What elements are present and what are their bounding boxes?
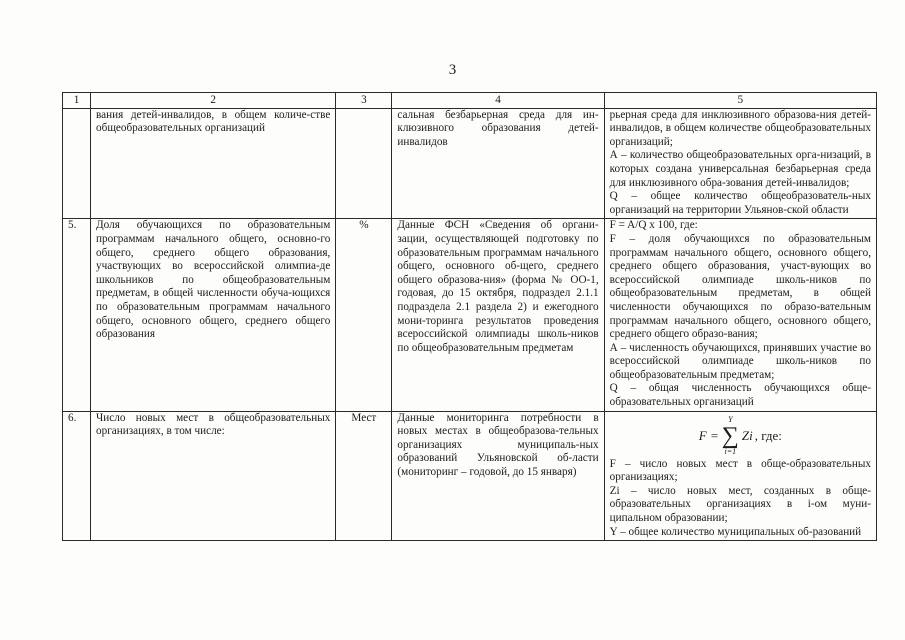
sum-upper-limit: Y	[728, 414, 733, 424]
row-number: 5.	[63, 219, 91, 411]
sum-lower-limit: i=1	[724, 446, 737, 456]
data-source: сальная безбарьерная среда для ин-клюзивного образования детей-инвалидов	[392, 108, 604, 219]
indicator-name: вания детей-инвалидов, в общем количе-стве общеобразовательных организаций	[91, 108, 336, 219]
formula-lhs: F =	[698, 427, 719, 443]
method-line: А – численность обучающихся, принявших участие во всероссийской олимпиаде школь-ников по общеобразовательным предметам;	[609, 341, 871, 381]
header-cell-4: 4	[392, 93, 604, 109]
header-cell-2: 2	[91, 93, 336, 109]
page-number: 3	[448, 62, 457, 78]
table-row	[63, 411, 877, 541]
method-line: Y – общее количество муниципальных об-разований	[609, 525, 862, 538]
calculation-method	[604, 108, 876, 219]
method-line: рьерная среда для инклюзивного образова-ния детей-инвалидов, в общем количестве общеобразовательных организаций;	[609, 108, 871, 148]
table-header-row	[63, 93, 877, 109]
row-number	[63, 108, 91, 219]
indicator-name: Доля обучающихся по образовательным программам начального общего, основно-го общего, среднего общего образования, участвующих во всероссийской олимпиа-де школьников по общеобразовательным предметам, в общей численности обуча-ющихся по образовательным программам начального общего, основного общего, среднего общего образования	[91, 219, 336, 411]
row-number: 6.	[63, 411, 91, 541]
calculation-method	[604, 219, 876, 411]
method-line: F – число новых мест в обще-образовательных организациях;	[609, 457, 871, 484]
header-cell-1: 1	[63, 93, 91, 109]
unit-of-measure: %	[336, 219, 392, 411]
method-line: Q – общая численность обучающихся обще-образовательных организаций	[609, 382, 871, 409]
method-line: А – количество общеобразовательных орга-низаций, в которых создана универсальная безбарьерная среда для инклюзивного обра-зования детей-инвалидов;	[609, 149, 871, 189]
method-line: Zi – число новых мест, созданных в обще-образовательных организациях в i-ом муни-ципальном образовании;	[609, 484, 871, 525]
data-source: Данные ФСН «Сведения об органи-зации, осуществляющей подготовку по образовательным программам начального общего, основного об-щего, среднего общего образова-ния» (форма № ОО-1, годовая, до 15 октября, подраздел 2.1.1 подраздела 2.1 раздела 2) и ежегодного мони-торинга результатов проведения всероссийской олимпиады школь-ников по общеобразовательным предметам	[392, 219, 604, 411]
header-cell-5: 5	[604, 93, 876, 109]
method-line: Q – общее количество общеобразователь-ных организаций на территории Ульянов-ской области	[609, 190, 871, 216]
sum-term: Zi	[741, 427, 753, 443]
header-cell-3: 3	[336, 93, 392, 109]
summation-formula	[610, 414, 871, 458]
sigma-symbol: ∑	[721, 422, 739, 449]
sigma-operator	[722, 415, 739, 457]
indicator-name: Число новых мест в общеобразовательных организациях, в том числе:	[91, 411, 336, 541]
indicators-table	[62, 92, 877, 541]
table-row	[63, 108, 877, 219]
formula-tail: , где:	[754, 427, 782, 443]
method-line: F – доля обучающихся по образовательным программам начального общего, основного общего, среднего общего образования, участ-вующих во всероссийской олимпиаде школь-ников по общеобразовательным предметам, в общей численности обучающихся по образо-вательным программам начального общего, основного общего, среднего общего образо-вания;	[609, 232, 871, 341]
formula: F = A/Q x 100, где:	[609, 219, 698, 232]
calculation-method	[604, 411, 876, 541]
unit-of-measure: Мест	[336, 411, 392, 541]
data-source: Данные мониторинга потребности в новых местах в общеобразова-тельных организациях муниципаль-ных образований Ульяновской об-ласти (мониторинг – годовой, до 15 января)	[392, 411, 604, 541]
unit-of-measure	[336, 108, 392, 219]
table-row	[63, 219, 877, 411]
